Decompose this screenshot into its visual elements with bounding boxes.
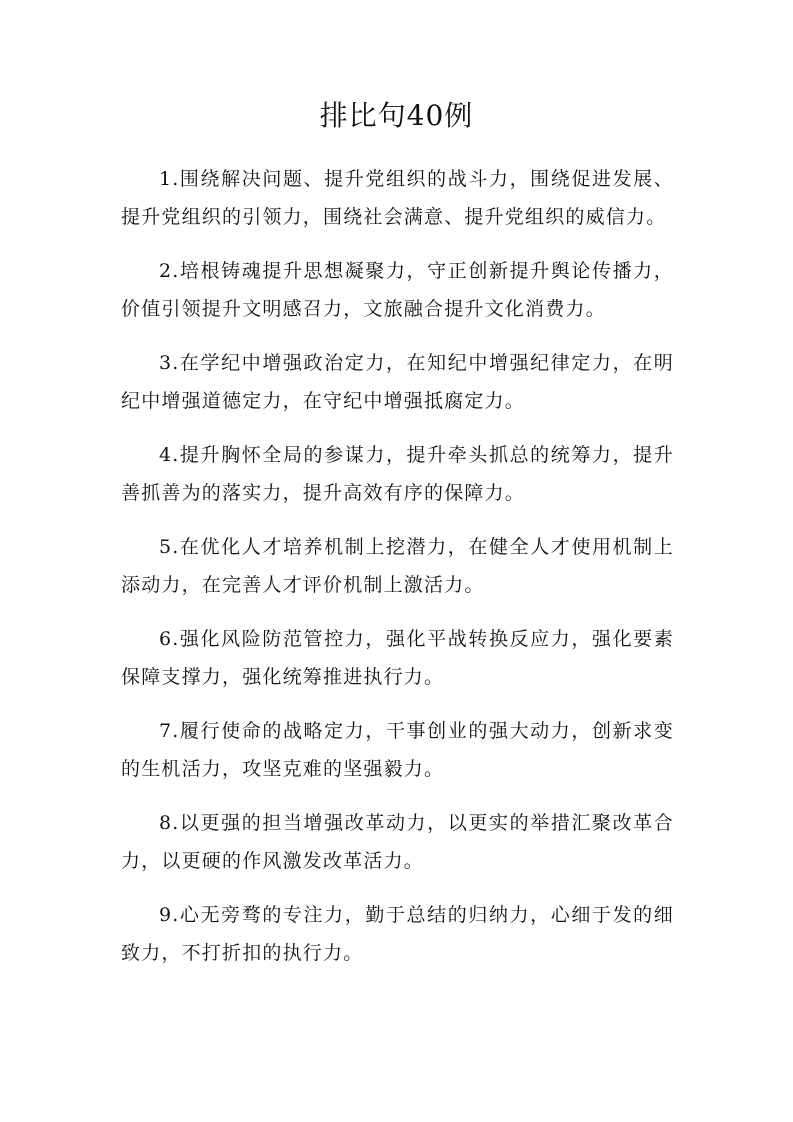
list-item: 5.在优化人才培养机制上挖潜力，在健全人才使用机制上添动力，在完善人才评价机制上激活力。 [121, 536, 674, 596]
item-list [121, 160, 674, 988]
list-item: 7.履行使命的战略定力，干事创业的强大动力，创新求变的生机活力，攻坚克难的坚强毅力。 [121, 720, 674, 780]
list-item: 3.在学纪中增强政治定力，在知纪中增强纪律定力，在明纪中增强道德定力，在守纪中增强抵腐定力。 [121, 352, 674, 412]
list-item: 1.围绕解决问题、提升党组织的战斗力，围绕促进发展、提升党组织的引领力，围绕社会满意、提升党组织的威信力。 [121, 168, 674, 228]
list-item: 4.提升胸怀全局的参谋力，提升牵头抓总的统筹力，提升善抓善为的落实力，提升高效有序的保障力。 [121, 444, 674, 504]
list-item: 9.心无旁骛的专注力，勤于总结的归纳力，心细于发的细致力，不打折扣的执行力。 [121, 904, 674, 964]
document-title: 排比句40例 [319, 99, 474, 132]
list-item: 2.培根铸魂提升思想凝聚力，守正创新提升舆论传播力，价值引领提升文明感召力，文旅融合提升文化消费力。 [121, 260, 674, 320]
list-item: 8.以更强的担当增强改革动力，以更实的举措汇聚改革合力，以更硬的作风激发改革活力。 [121, 812, 674, 872]
list-item: 6.强化风险防范管控力，强化平战转换反应力，强化要素保障支撑力，强化统筹推进执行力。 [121, 628, 674, 688]
